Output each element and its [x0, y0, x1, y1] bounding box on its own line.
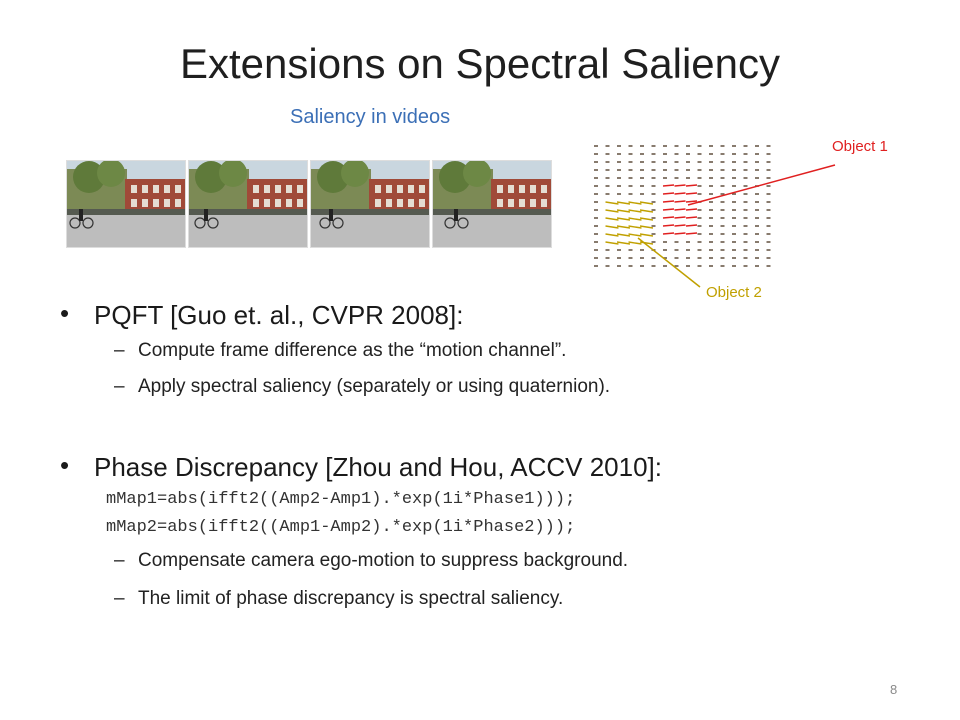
motion-vector: [606, 218, 619, 220]
bullet-text: PQFT [Guo et. al., CVPR 2008]:: [94, 300, 464, 330]
sub-bullet: – Compensate camera ego-motion to suppress background.: [114, 550, 629, 571]
building-window: [142, 199, 148, 207]
motion-vector: [606, 226, 619, 228]
motion-vector: [640, 202, 653, 204]
motion-vector: [640, 234, 653, 236]
parked-bikes: [311, 209, 429, 215]
building-window: [297, 185, 303, 193]
video-frame-1: [66, 160, 186, 248]
sub-bullet-text: Compute frame difference as the “motion channel”.: [138, 340, 567, 361]
video-frame-3: [310, 160, 430, 248]
motion-vector: [686, 225, 697, 226]
building-window: [497, 185, 503, 193]
motion-vector: [640, 210, 653, 212]
pavement: [433, 211, 551, 247]
video-frame-4: [432, 160, 552, 248]
motion-vector: [675, 185, 686, 186]
building-window: [419, 199, 425, 207]
building-window: [253, 185, 259, 193]
building-window: [375, 185, 381, 193]
sub-bullet: – Apply spectral saliency (separately or using quaternion).: [114, 376, 611, 397]
figure-caption: Saliency in videos: [290, 106, 451, 128]
sub-bullet-text: The limit of phase discrepancy is spectral saliency.: [138, 588, 564, 609]
motion-vector: [686, 209, 697, 210]
building-window: [286, 199, 292, 207]
building-window: [408, 199, 414, 207]
bullet-text: Phase Discrepancy [Zhou and Hou, ACCV 2010]:: [94, 452, 662, 482]
bullet-pqft: [60, 298, 464, 331]
parked-bikes: [433, 209, 551, 215]
building-window: [153, 185, 159, 193]
motion-vector: [663, 233, 674, 234]
motion-vector: [606, 234, 619, 236]
building-window: [131, 199, 137, 207]
video-frame-2: [188, 160, 308, 248]
motion-vector: [675, 201, 686, 202]
cyclist: [204, 209, 208, 221]
building-window: [175, 199, 181, 207]
sub-bullet: – The limit of phase discrepancy is spectral saliency.: [114, 588, 564, 609]
object2-label: Object 2: [706, 284, 762, 301]
cyclist: [329, 209, 333, 221]
building-window: [519, 199, 525, 207]
motion-vector: [629, 234, 642, 236]
bullet-dot: •: [60, 450, 70, 480]
motion-vector: [617, 202, 630, 204]
motion-vector: [675, 209, 686, 210]
building-window: [497, 199, 503, 207]
motion-vector: [629, 226, 642, 228]
building-window: [275, 199, 281, 207]
motion-vector: [675, 193, 686, 194]
building-window: [419, 185, 425, 193]
motion-vector: [686, 185, 697, 186]
motion-vector: [629, 218, 642, 220]
motion-vector: [675, 233, 686, 234]
sub-bullet-text: Compensate camera ego-motion to suppress background.: [138, 550, 629, 571]
building-window: [286, 185, 292, 193]
motion-vector: [640, 218, 653, 220]
building-window: [264, 185, 270, 193]
motion-vector: [606, 210, 619, 212]
building-window: [541, 199, 547, 207]
motion-vector: [663, 193, 674, 194]
motion-vector: [686, 217, 697, 218]
bullet-phase-discrepancy: [60, 450, 662, 483]
code-line-1: mMap1=abs(ifft2((Amp2-Amp1).*exp(1i*Phase1)));: [106, 490, 576, 509]
building-window: [408, 185, 414, 193]
motion-vector: [629, 242, 642, 244]
parked-bikes: [67, 209, 185, 215]
building-window: [275, 185, 281, 193]
motion-vector: [663, 201, 674, 202]
code-line-2: mMap2=abs(ifft2((Amp1-Amp2).*exp(1i*Phase2)));: [106, 518, 576, 537]
motion-vector: [686, 193, 697, 194]
object1-label: Object 1: [832, 138, 888, 155]
cyclist: [454, 209, 458, 221]
motion-vector: [663, 225, 674, 226]
motion-vector: [675, 217, 686, 218]
motion-vector: [617, 210, 630, 212]
motion-vector: [663, 209, 674, 210]
building-window: [386, 185, 392, 193]
building-window: [153, 199, 159, 207]
motion-vector: [617, 218, 630, 220]
sub-bullet: – Compute frame difference as the “motion channel”.: [114, 340, 567, 361]
building-window: [164, 199, 170, 207]
pavement: [311, 211, 429, 247]
building-window: [386, 199, 392, 207]
motion-vector: [663, 185, 674, 186]
building-window: [131, 185, 137, 193]
cyclist: [79, 209, 83, 221]
motion-vector: [617, 226, 630, 228]
bullet-dot: •: [60, 298, 70, 328]
building-window: [297, 199, 303, 207]
motion-vector: [686, 233, 697, 234]
building-window: [519, 185, 525, 193]
motion-vector: [686, 201, 697, 202]
motion-vector: [606, 242, 619, 244]
page-number: 8: [890, 682, 898, 697]
building-window: [253, 199, 259, 207]
motion-vector: [606, 202, 619, 204]
building-window: [175, 185, 181, 193]
building-window: [530, 185, 536, 193]
motion-vector: [675, 225, 686, 226]
building-window: [508, 199, 514, 207]
building-window: [397, 185, 403, 193]
motion-vector: [640, 226, 653, 228]
slide-title: Extensions on Spectral Saliency: [180, 40, 780, 87]
motion-vector-field: [588, 140, 784, 275]
motion-vector: [617, 242, 630, 244]
building-window: [164, 185, 170, 193]
motion-vector: [617, 234, 630, 236]
building-window: [397, 199, 403, 207]
motion-vector: [640, 242, 653, 244]
building-window: [508, 185, 514, 193]
building-window: [530, 199, 536, 207]
building-window: [375, 199, 381, 207]
building-window: [264, 199, 270, 207]
sub-bullet-text: Apply spectral saliency (separately or using quaternion).: [138, 376, 611, 397]
motion-vector: [663, 217, 674, 218]
motion-vector: [629, 210, 642, 212]
motion-vector: [629, 202, 642, 204]
building-window: [142, 185, 148, 193]
pavement: [67, 211, 185, 247]
building-window: [541, 185, 547, 193]
